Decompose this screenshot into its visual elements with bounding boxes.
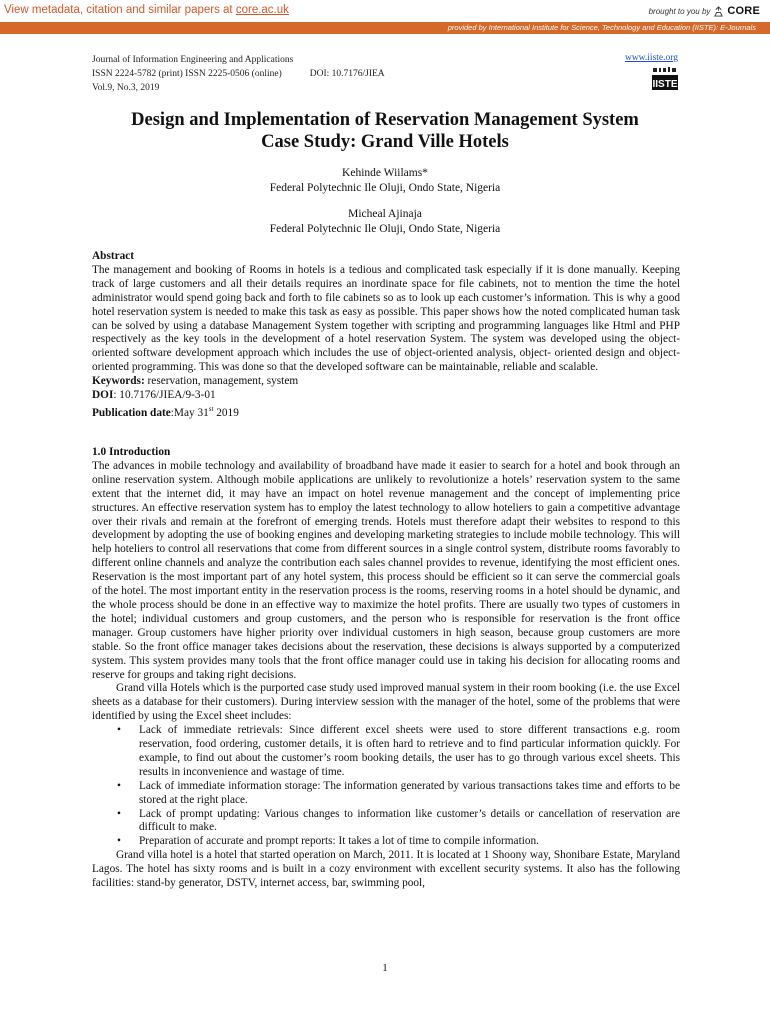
journal-website-link[interactable]: www.iiste.org [624, 53, 678, 63]
core-logo-icon [713, 6, 724, 17]
doi-line: DOI: 10.7176/JIEA/9-3-01 [92, 389, 216, 402]
abstract-section [92, 250, 680, 421]
title-line-2: Case Study: Grand Ville Hotels [261, 132, 509, 152]
author-affiliation: Federal Polytechnic Ile Oluji, Ondo State, Nigeria [269, 222, 501, 235]
page-number: 1 [382, 962, 388, 974]
journal-name: Journal of Information Engineering and Applications [92, 55, 294, 65]
provided-by-bar [0, 22, 770, 34]
list-item: • Lack of immediate information storage: The information generated by various transactions takes time and efforts to be stored at the right place. [92, 780, 680, 808]
abstract-text: The management and booking of Rooms in hotels is a tedious and complicated task especially if it is done manually. Keeping track of large customers and all their details requires an inordinate space for file cabinets, not to mention the time the hotel administrator would spend going back and forth to file cabinets so as to look up each customer’s information. This is why a good hotel reservation system is needed to make this task as easy as possible. This paper shows how the noted complicated human task can be solved by using a database Management System together with scripting and programming languages like Html and PHP respectively as the key tools in the development of a hotel reservation System. The system was developed using the object-oriented software development approach which includes the use of object-oriented analysis, object- oriented design and object-oriented programming. This was done so that the developed software can be maintainable, reliable and scalable. [92, 263, 680, 374]
publication-date-line: Publication date:May 31st 2019 [92, 404, 239, 419]
journal-header [92, 53, 385, 95]
svg-text:IISTE: IISTE [652, 79, 678, 90]
list-item: • Lack of immediate retrievals: Since different excel sheets were used to store different transactions e.g. room reservation, food ordering, customer details, it is often hard to retrieve and to find particular information quickly. For example, to find out about the customer’s room booking details, the user has to go through various excel sheets. This results in inconvenience and wastage of time. [92, 724, 680, 780]
iiste-logo [651, 67, 679, 91]
journal-doi: DOI: 10.7176/JIEA [309, 69, 385, 79]
keywords-line: Keywords: reservation, management, system [92, 375, 299, 388]
core-meta-text [4, 4, 289, 16]
introduction-heading: 1.0 Introduction [92, 446, 171, 458]
paper-title [92, 109, 678, 153]
author-block-2 [92, 207, 678, 236]
core-link[interactable]: core.ac.uk [235, 4, 289, 16]
journal-issn: ISSN 2224-5782 (print) ISSN 2225-0506 (online) [92, 69, 282, 79]
author-name: Micheal Ajinaja [348, 208, 422, 220]
list-item: • Lack of prompt updating: Various changes to information like customer’s details or cancellation of reservation are difficult to make. [92, 808, 680, 836]
brought-by[interactable] [649, 5, 760, 17]
problem-list [92, 724, 680, 849]
author-affiliation: Federal Polytechnic Ile Oluji, Ondo State, Nigeria [269, 181, 501, 194]
meta-label: View metadata, citation and similar papers at [4, 4, 233, 16]
introduction-section [92, 446, 680, 891]
list-item: • Preparation of accurate and prompt reports: It takes a lot of time to compile information. [92, 835, 680, 849]
provided-by-text[interactable]: provided by International Institute for Science, Technology and Education (IISTE): E-Journals [447, 23, 756, 32]
title-line-1: Design and Implementation of Reservation Management System [131, 110, 639, 130]
journal-volume: Vol.9, No.3, 2019 [92, 83, 160, 93]
abstract-heading: Abstract [92, 250, 135, 262]
intro-paragraph-1: The advances in mobile technology and availability of broadband have made it easier to search for a hotel and book through an online reservation system. Although mobile applications are unlikely to revolutionize a hotels’ reservation system to the same extent that the internet did, it may have an impact on hotel revenue management and the concept of implementing price structures. An effective reservation system has to employ the latest technology to allow hoteliers to gain a competitive advantage over their rivals and remain at the forefront of emerging trends. Hotels must therefore adapt their websites to respond to this development by adopting the use of booking engines and developing marketing strategies to include mobile technology. This will help hoteliers to control all reservations that come from different sources in a single control system, distribute rooms favorably to different online channels and analyze the contribution each sales channel provides to revenue, identifying the most efficient ones. Reservation is the most important part of any hotel system, this process should be efficient so it can serve the commercial goals of the hotel. The most important entity in the reservation process is the rooms, reserving rooms in a hotel should be dynamic, and the whole process should be done in an effective way to maximize the hotel profits. There are usually two types of customers in the hotel; individual customers and group customers, and the person who is responsible for reservation is the front office manager. Group customers have higher priority over individual customers in high season, because group customers are more stable. So the front office manager takes decisions about the reservation, these decisions is always supported by a computerized system. This system provides many tools that the front office manager could use in taking his decision for allocating rooms and reserve for groups and taking right decisions. [92, 459, 680, 681]
core-label: CORE [727, 5, 760, 17]
intro-paragraph-2: Grand villa Hotels which is the purported case study used improved manual system in their room booking (i.e. the use Excel sheets as a database for their customers). During interview session with the manager of the hotel, some of the problems that were identified by using the Excel sheet includes: [92, 682, 680, 723]
author-block-1 [92, 166, 678, 195]
intro-paragraph-3: Grand villa hotel is a hotel that started operation on March, 2011. It is located at 1 Shoony way, Shonibare Estate, Maryland Lagos. The hotel has sixty rooms and is built in a cozy environment with excellent security systems. It also has the following facilities: stand-by generator, DSTV, internet access, bar, swimming pool, [92, 849, 680, 890]
core-banner [0, 0, 770, 22]
brought-by-label: brought to you by [648, 6, 711, 16]
author-name: Kehinde Wiilams* [342, 167, 428, 179]
